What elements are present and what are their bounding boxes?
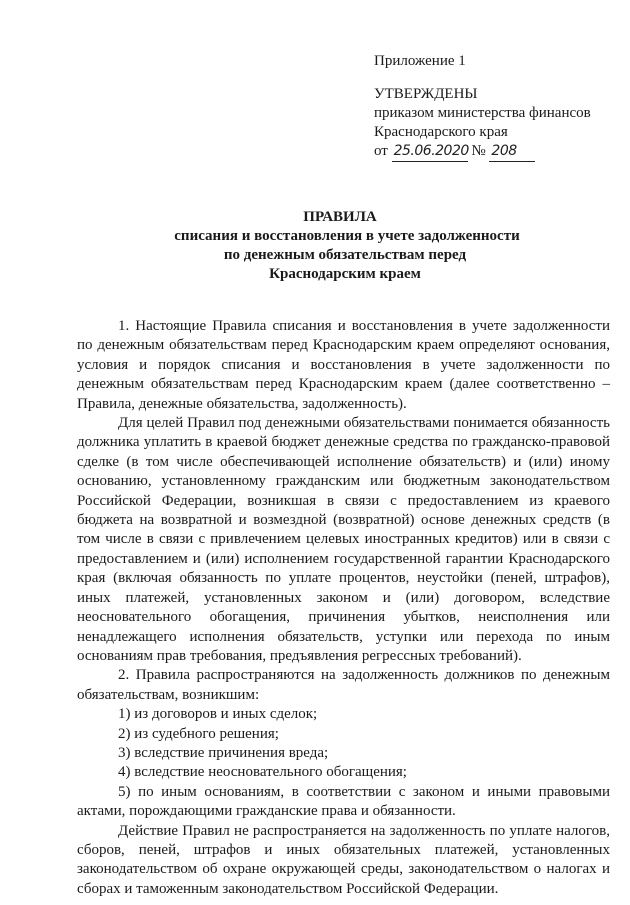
list-item-1: 1) из договоров и иных сделок;	[118, 706, 318, 723]
list-item-4: 4) вследствие неосновательного обогащения;	[118, 764, 407, 781]
approved-heading: УТВЕРЖДЕНЫ	[374, 86, 478, 102]
list-item-5: 5) по иным основаниям, в соответствии с законом и иными правовыми актами, порождающими гражданские права и обязанности.	[77, 783, 610, 820]
number-prefix: №	[471, 143, 486, 159]
date-number-line	[374, 142, 591, 162]
document-body	[77, 317, 610, 899]
list-item-3: 3) вследствие причинения вреда;	[118, 744, 329, 761]
approval-block	[374, 85, 591, 162]
title-line-2: списания и восстановления в учете задолженности	[174, 228, 520, 244]
order-line-1: приказом министерства финансов	[374, 105, 591, 121]
handwritten-date: 25.06.2020	[392, 142, 468, 162]
paragraph-4: Действие Правил не распространяется на задолженность по уплате налогов, сборов, пеней, штрафов и иных обязательных платежей, установленных законодательством об охране окружающей среды, законодательством о налогах и сборах и таможенным законодательством Российской Федерации.	[77, 822, 610, 897]
handwritten-number: 208	[489, 142, 535, 162]
appendix-label: Приложение 1	[374, 53, 466, 69]
paragraph-2: Для целей Правил под денежными обязательствами понимается обязанность должника уплатить в краевой бюджет денежные средства по гражданско-правовой сделке (в том числе обеспечивающей исполнение обязательств) и (или) иному основанию, установленному гражданским или бюджетным законодательством Российской Федерации, возникшая в связи с предоставлением из краевого бюджета на возвратной и возмездной (возвратной) основе денежных средств (в том числе в связи с привлечением целевых иностранных кредитов) или в связи с предоставлением и (или) исполнением государственной гарантии Краснодарского края (включая обязанность по уплате процентов, неустойки (пеней, штрафов), иных платежей, установленных законом и (или) договором, вследствие неосновательного обогащения, причинения убытков, неисполнения или ненадлежащего исполнения обязательств, уступки или перехода по иным основаниям прав требования, предъявления регрессных требований).	[77, 415, 610, 664]
paragraph-1: 1. Настоящие Правила списания и восстановления в учете задолженности по денежным обязательствам перед Краснодарским краем определяют основания, условия и порядок списания и восстановления в учете задолженности по денежным обязательствам перед Краснодарским краем (далее соответственно – Правила, денежные обязательства, задолженность).	[77, 318, 610, 412]
date-prefix: от	[374, 143, 388, 159]
list-item-2: 2) из судебного решения;	[118, 725, 279, 742]
paragraph-3: 2. Правила распространяются на задолженность должников по денежным обязательствам, возникшим:	[77, 667, 610, 703]
title-line-3: по денежным обязательствам перед	[223, 247, 467, 263]
order-line-2: Краснодарского края	[374, 124, 508, 140]
title-line-1: ПРАВИЛА	[303, 209, 377, 225]
document-title	[0, 208, 630, 284]
title-line-4: Краснодарским краем	[269, 266, 421, 282]
